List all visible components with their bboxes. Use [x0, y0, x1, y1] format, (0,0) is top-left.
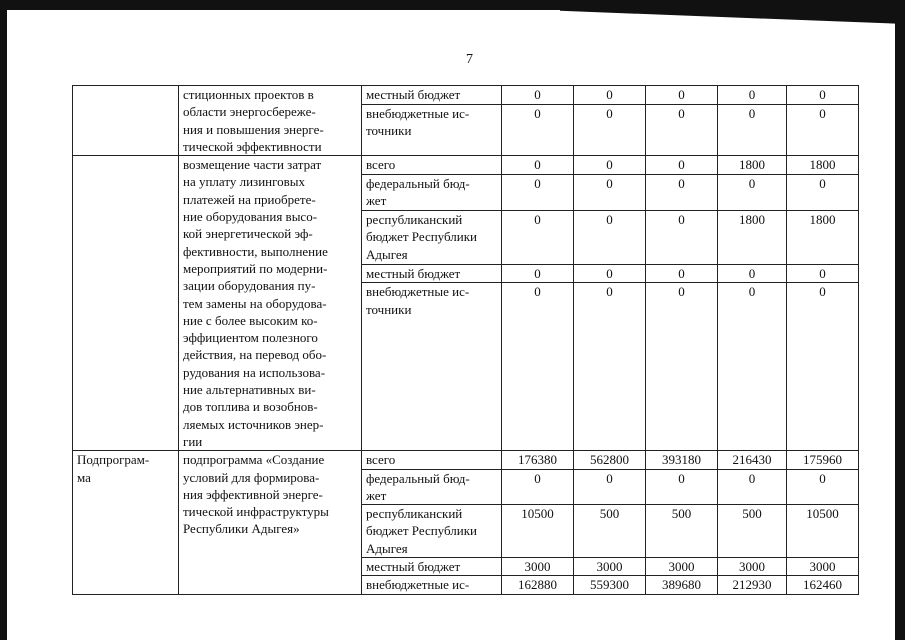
value-cell: 0 — [502, 104, 574, 156]
value-cell: 0 — [787, 283, 859, 451]
scan-border-top-shadow — [560, 0, 905, 24]
value-cell: 0 — [574, 86, 646, 105]
value-cell: 0 — [646, 469, 718, 505]
value-cell: 0 — [718, 104, 787, 156]
value-cell: 389680 — [646, 576, 718, 594]
scan-border-left — [0, 0, 7, 640]
value-cell: 0 — [574, 210, 646, 264]
value-cell: 0 — [502, 156, 574, 175]
measure-cell: возмещение части затрат на уплату лизинговых платежей на приобрете- ние оборудования высо- кой энергетической эф- фективности, выполнение мероприятий по модерни- зации оборудования пу- тем замены на оборудова- ние с более высоким ко- эффициентом полезного действия, на перевод обо- рудования на использова- ние альтернативных ви- дов топлива и возобнов- ляемых источников энер- гии — [179, 156, 362, 451]
value-cell: 0 — [718, 86, 787, 105]
table-row — [73, 156, 859, 175]
value-cell: 0 — [502, 469, 574, 505]
value-cell: 3000 — [574, 558, 646, 576]
source-cell: местный бюджет — [362, 264, 502, 283]
value-cell: 0 — [574, 264, 646, 283]
value-cell: 3000 — [718, 558, 787, 576]
value-cell: 216430 — [718, 451, 787, 469]
value-cell: 10500 — [502, 505, 574, 558]
source-cell: всего — [362, 451, 502, 469]
value-cell: 0 — [646, 264, 718, 283]
value-cell: 212930 — [718, 576, 787, 594]
program-cell: Подпрограм- ма — [73, 451, 179, 594]
value-cell: 0 — [787, 264, 859, 283]
value-cell: 3000 — [787, 558, 859, 576]
value-cell: 1800 — [787, 156, 859, 175]
source-cell: местный бюджет — [362, 558, 502, 576]
value-cell: 0 — [646, 104, 718, 156]
value-cell: 500 — [646, 505, 718, 558]
value-cell: 3000 — [646, 558, 718, 576]
source-cell: республиканский бюджет Республики Адыгея — [362, 210, 502, 264]
value-cell: 1800 — [787, 210, 859, 264]
value-cell: 0 — [787, 174, 859, 210]
source-cell: федеральный бюд- жет — [362, 469, 502, 505]
value-cell: 0 — [718, 283, 787, 451]
value-cell: 162880 — [502, 576, 574, 594]
value-cell: 1800 — [718, 210, 787, 264]
table-row — [73, 451, 859, 469]
value-cell: 176380 — [502, 451, 574, 469]
source-cell: республиканский бюджет Республики Адыгея — [362, 505, 502, 558]
value-cell: 0 — [718, 469, 787, 505]
program-cell — [73, 156, 179, 451]
value-cell: 0 — [787, 469, 859, 505]
value-cell: 393180 — [646, 451, 718, 469]
source-cell: внебюджетные ис- точники — [362, 283, 502, 451]
value-cell: 0 — [646, 283, 718, 451]
value-cell: 0 — [646, 210, 718, 264]
value-cell: 0 — [718, 264, 787, 283]
value-cell: 559300 — [574, 576, 646, 594]
table-row — [73, 86, 859, 105]
value-cell: 1800 — [718, 156, 787, 175]
value-cell: 10500 — [787, 505, 859, 558]
value-cell: 0 — [646, 156, 718, 175]
source-cell: внебюджетные ис- точники — [362, 104, 502, 156]
value-cell: 500 — [718, 505, 787, 558]
source-cell: всего — [362, 156, 502, 175]
source-cell: местный бюджет — [362, 86, 502, 105]
program-cell — [73, 86, 179, 156]
value-cell: 0 — [574, 174, 646, 210]
value-cell: 0 — [646, 174, 718, 210]
measure-cell: стиционных проектов в области энергосбереже- ния и повышения энерге- тической эффективности — [179, 86, 362, 156]
value-cell: 500 — [574, 505, 646, 558]
value-cell: 162460 — [787, 576, 859, 594]
page-number: 7 — [466, 52, 473, 67]
value-cell: 3000 — [502, 558, 574, 576]
source-cell: федеральный бюд- жет — [362, 174, 502, 210]
value-cell: 0 — [502, 174, 574, 210]
value-cell: 0 — [787, 86, 859, 105]
value-cell: 0 — [787, 104, 859, 156]
value-cell: 0 — [502, 210, 574, 264]
source-cell: внебюджетные ис- — [362, 576, 502, 594]
value-cell: 0 — [718, 174, 787, 210]
value-cell: 0 — [574, 104, 646, 156]
value-cell: 0 — [646, 86, 718, 105]
budget-table — [72, 85, 859, 595]
value-cell: 0 — [502, 86, 574, 105]
value-cell: 0 — [574, 156, 646, 175]
value-cell: 0 — [574, 469, 646, 505]
scan-border-right — [895, 0, 905, 640]
measure-cell: подпрограмма «Создание условий для формирова- ния эффективной энерге- тической инфраструктуры Республики Адыгея» — [179, 451, 362, 594]
value-cell: 175960 — [787, 451, 859, 469]
value-cell: 0 — [574, 283, 646, 451]
value-cell: 0 — [502, 264, 574, 283]
value-cell: 562800 — [574, 451, 646, 469]
value-cell: 0 — [502, 283, 574, 451]
